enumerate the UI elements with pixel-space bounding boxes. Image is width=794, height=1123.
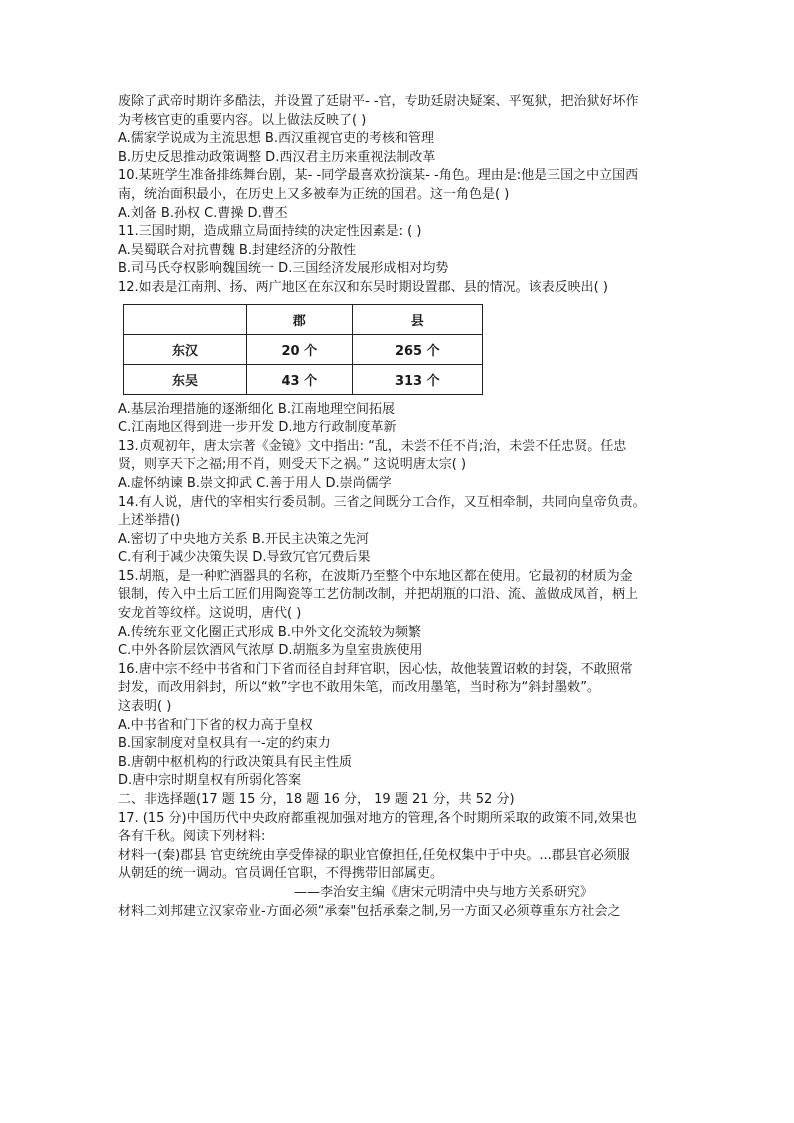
answer-option-d: D.唐中宗时期皇权有所弱化答案 bbox=[118, 773, 302, 789]
table-cell: 东吴 bbox=[124, 364, 247, 394]
table-header-cell: 县 bbox=[352, 304, 482, 334]
material-text: 材料一(秦)郡县 官吏统统由享受俸禄的职业官僚担任,任免权集中于中央。...郡县官必须服 bbox=[118, 847, 630, 863]
question-text: 这表明( ) bbox=[118, 699, 172, 715]
question-text: 安龙首等纹样。这说明，唐代( ) bbox=[118, 606, 302, 622]
question-text: 14.有人说，唐代的宰相实行委员制。三省之间既分工合作，又互相牵制，共同向皇帝负责。 bbox=[118, 494, 646, 510]
answer-option-b: B.国家制度对皇权具有一-定的约束力 bbox=[118, 736, 331, 752]
question-14 bbox=[118, 494, 683, 568]
table-header-row bbox=[124, 304, 483, 334]
question-9-continued bbox=[118, 93, 683, 167]
table-header-cell: 郡 bbox=[247, 304, 353, 334]
table-cell: 43 个 bbox=[247, 364, 353, 394]
question-13 bbox=[118, 438, 683, 494]
question-text: 15.胡瓶，是一种贮酒器具的名称，在波斯乃至整个中东地区都在使用。它最初的材质为金 bbox=[118, 568, 633, 584]
question-text: 12.如表是江南荆、扬、两广地区在东汉和东吴时期设置郡、县的情况。该表反映出( ) bbox=[118, 279, 608, 295]
answer-options: B.历史反思推动政策调整 D.西汉君主历来重视法制改革 bbox=[118, 149, 436, 165]
table-cell: 313 个 bbox=[352, 364, 482, 394]
question-15 bbox=[118, 568, 683, 661]
question-text: 11.三国时期，造成鼎立局面持续的决定性因素是: ( ) bbox=[118, 224, 422, 240]
table-row bbox=[124, 334, 483, 364]
answer-options: A.刘备 B.孙权 C.曹操 D.曹丕 bbox=[118, 205, 288, 221]
table-cell: 20 个 bbox=[247, 334, 353, 364]
question-text: 贤，则享天下之福;用不肖，则受天下之祸。” 这说明唐太宗( ) bbox=[118, 457, 467, 473]
answer-option-c: B.唐朝中枢机构的行政决策具有民主性质 bbox=[118, 754, 353, 770]
prefecture-county-table bbox=[123, 304, 483, 395]
question-text: 16.唐中宗不经中书省和门下省而径自封拜官职，因心怯，故他装置诏敕的封袋，不敢照常 bbox=[118, 661, 633, 677]
question-text: 南，统治面积最小，在历史上又多被奉为正统的国君。这一角色是( ) bbox=[118, 186, 510, 202]
answer-options: B.司马氏夺权影响魏国统一 D.三国经济发展形成相对均势 bbox=[118, 261, 449, 277]
section-heading: 二、非选择题(17 题 15 分，18 题 16 分， 19 题 21 分，共 52 分) bbox=[118, 792, 515, 807]
question-12 bbox=[118, 279, 683, 438]
question-text: 13.贞观初年，唐太宗著《金镜》文中指出: “乱，未尝不任不肖;治，未尝不任忠贤。任忠 bbox=[118, 438, 627, 454]
answer-options: C.中外各阶层饮酒风气浓厚 D.胡瓶多为皇室贵族使用 bbox=[118, 643, 423, 659]
table-header-cell bbox=[124, 304, 247, 334]
material-text: 从朝廷的统一调动。官员调任官职，不得携带旧部属吏。 bbox=[118, 866, 444, 882]
question-text: 17. (15 分)中国历代中央政府都重视加强对地方的管理,各个时期所采取的政策不同,效果也 bbox=[118, 810, 637, 826]
table-cell: 265 个 bbox=[352, 334, 482, 364]
question-text: 封发，而改用斜封，所以“敕”字也不敢用朱笔，而改用墨笔，当时称为“斜封墨敕”。 bbox=[118, 680, 600, 696]
question-text: 10.某班学生准备排练舞台剧，某- -同学最喜欢扮演某- -角色。理由是:他是三国之中立国西 bbox=[118, 168, 639, 184]
answer-options: A.传统东亚文化圈正式形成 B.中外文化交流较为频繁 bbox=[118, 624, 421, 640]
question-10 bbox=[118, 167, 683, 223]
answer-options: A.儒家学说成为主流思想 B.西汉重视官吏的考核和管理 bbox=[118, 131, 434, 147]
table-cell: 东汉 bbox=[124, 334, 247, 364]
question-text: 上述举措() bbox=[118, 513, 181, 529]
question-11 bbox=[118, 223, 683, 279]
question-17 bbox=[118, 810, 683, 922]
answer-options: A.基层治理措施的逐渐细化 B.江南地理空间拓展 bbox=[118, 401, 395, 417]
answer-options: A.密切了中央地方关系 B.开民主决策之先河 bbox=[118, 531, 369, 547]
question-text: 各有千秋。阅读下列材料: bbox=[118, 829, 266, 845]
answer-options: A.虚怀纳谏 B.崇文抑武 C.善于用人 D.崇尚儒学 bbox=[118, 475, 392, 491]
answer-options: C.有利于减少决策失误 D.导致冗官冗费后果 bbox=[118, 550, 371, 566]
exam-content bbox=[118, 93, 683, 921]
material-text: 材料二刘邦建立汉家帝业-方面必须“承秦"包括承秦之制,另一方面又必须尊重东方社会之 bbox=[118, 903, 621, 919]
table-row bbox=[124, 364, 483, 394]
answer-option-a: A.中书省和门下省的权力高于皇权 bbox=[118, 717, 313, 733]
answer-options: C.江南地区得到进一步开发 D.地方行政制度革新 bbox=[118, 420, 397, 436]
material-source: ——李治安主编《唐宋元明清中央与地方关系研究》 bbox=[293, 884, 593, 900]
question-text: 银制，传入中土后工匠们用陶瓷等工艺仿制改制，并把胡瓶的口沿、流、盖做成凤首，柄上 bbox=[118, 587, 639, 603]
question-16 bbox=[118, 661, 683, 791]
answer-options: A.吴蜀联合对抗曹魏 B.封建经济的分散性 bbox=[118, 242, 356, 258]
question-text: 废除了武帝时期许多酷法，并设置了廷尉平- -官，专助廷尉决疑案、平冤狱，把治狱好坏作 bbox=[118, 94, 639, 109]
question-text: 为考核官吏的重要内容。以上做法反映了( ) bbox=[118, 112, 367, 128]
